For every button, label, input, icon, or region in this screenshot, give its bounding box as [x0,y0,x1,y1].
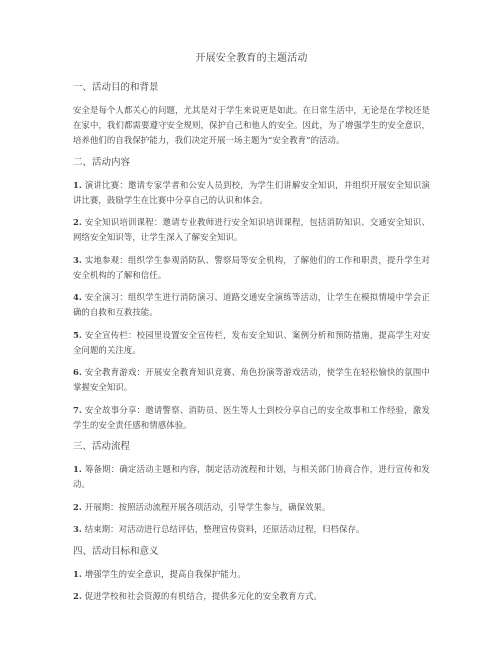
section-process [73,440,430,537]
item-number: 1. [73,568,82,579]
list-item-text: 安全宣传栏：校园里设置安全宣传栏，发布安全知识、案例分析和预防措施，提高学生对安全问题的关注度。 [73,329,430,355]
list-item [73,589,430,604]
list-item-text: 安全知识培训课程：邀请专业教师进行安全知识培训课程，包括消防知识、交通安全知识、网络安全知识等，让学生深入了解安全知识。 [73,217,430,242]
list-item [73,567,430,582]
list-item [73,290,430,320]
list-item [73,365,430,395]
list-item [73,253,430,283]
item-number: 7. [73,404,82,415]
list-item-text: 安全故事分享：邀请警察、消防员、医生等人士到校分享自己的安全故事和工作经验，激发学生的安全责任感和情感体验。 [73,404,430,430]
list-item-text: 开展期：按照活动流程开展各项活动，引导学生参与，确保效果。 [81,501,331,512]
item-number: 2. [73,217,82,227]
list-item [73,462,430,492]
item-number: 2. [73,591,82,601]
list-item [73,178,430,208]
list-item [73,328,430,358]
paragraph [73,103,430,148]
section-heading: 二、活动内容 [73,156,131,168]
list-item [73,215,430,245]
section-heading: 四、活动目标和意义 [73,545,159,557]
list-item-text: 结束期：对活动进行总结评估，整理宣传资料，还原活动过程，归档保存。 [81,524,365,534]
list-item [73,500,430,515]
list-item-text: 增强学生的安全意识，提高自我保护能力。 [81,568,246,579]
item-number: 1. [73,179,82,190]
section-content [73,156,430,433]
list-item-text: 实地参观：组织学生参观消防队、警察局等安全机构，了解他们的工作和职责，提升学生对安全机构的了解和信任。 [73,254,430,280]
section-heading: 三、活动流程 [73,441,131,452]
list-item-text: 安全演习：组织学生进行消防演习、道路交通安全演练等活动，让学生在模拟情境中学会正确的自救和互救技能。 [73,292,430,317]
list-item [73,522,430,537]
section-heading: 一、活动目的和背景 [73,82,159,93]
document-title: 开展安全教育的主题活动 [195,53,308,64]
list-item-text: 筹备期：确定活动主题和内容，制定活动流程和计划，与相关部门协商合作，进行宣传和发动。 [73,464,430,489]
item-number: 5. [73,329,82,340]
item-number: 3. [73,524,82,534]
item-number: 2. [73,501,82,512]
section-purpose [73,81,430,148]
list-item [73,403,430,433]
section-goals [73,545,430,605]
list-item-text: 促进学校和社会资源的有机结合，提供多元化的安全教育方式。 [81,591,323,601]
item-number: 3. [73,254,82,265]
paragraph-text: 安全是每个人都关心的问题，尤其是对于学生来说更是如此。在日常生活中，无论是在学校还是在家中，我们都需要遵守安全规则，保护自己和他人的安全。因此，为了增强学生的安全意识，培养他们的自我保护能力，我们决定开展一场主题为“安全教育”的活动。 [73,105,430,145]
item-number: 4. [73,292,82,302]
item-number: 1. [73,464,82,474]
list-item-text: 演讲比赛：邀请专家学者和公安人员到校，为学生们讲解安全知识，并组织开展安全知识演讲比赛，鼓励学生在比赛中分享自己的认识和体会。 [73,179,430,205]
list-item-text: 安全教育游戏：开展安全教育知识竞赛、角色扮演等游戏活动，使学生在轻松愉快的氛围中掌握安全知识。 [73,367,430,392]
item-number: 6. [73,367,82,377]
